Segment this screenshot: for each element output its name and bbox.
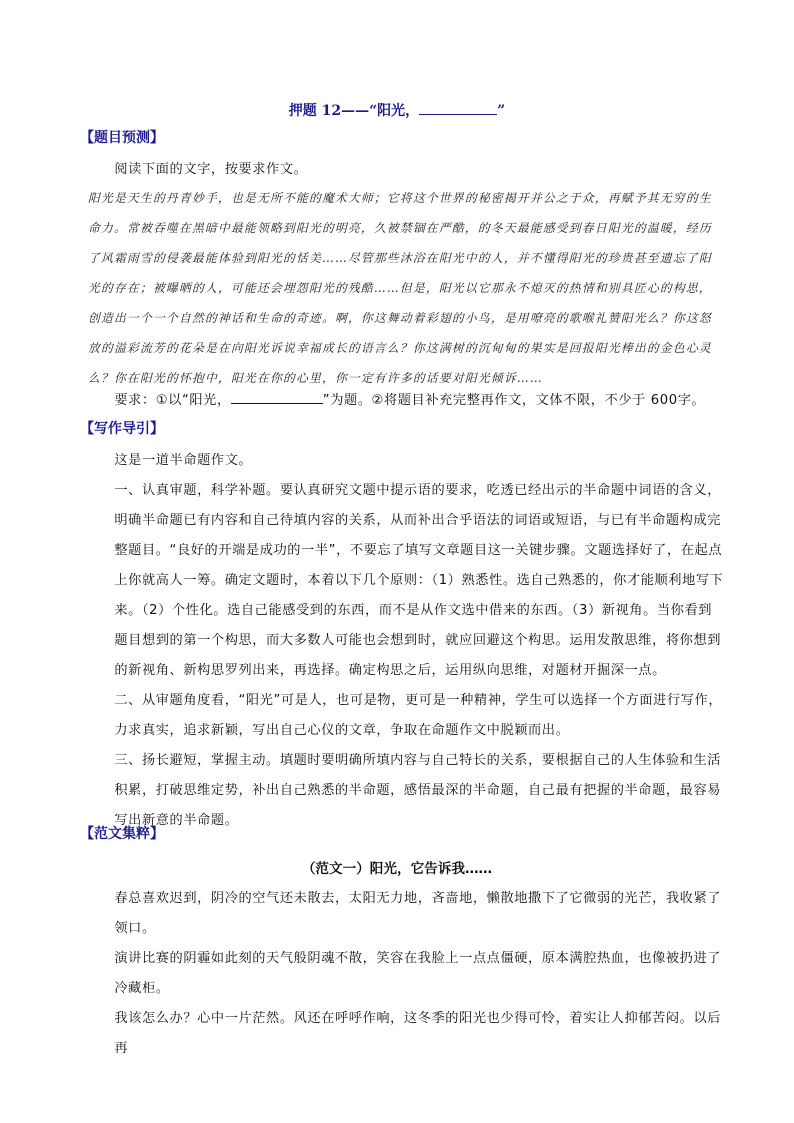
guide-para: 三、扬长避短，掌握主动。填题时要明确所填内容与自己特长的关系，要根据自己的人生体验和生活积累，打破思维定势，补出自己熟悉的半命题，感悟最深的半命题，自己最有把握的半命题，最容易写出新意的半命题。	[114, 753, 722, 828]
sample-para: 春总喜欢迟到，阴冷的空气还未散去，太阳无力地，吝啬地，懒散地撒下了它微弱的光芒，我收紧了领口。	[114, 891, 722, 936]
section-heading-guide: 【写作导引】	[80, 421, 164, 437]
sample-title: （范文一）阳光，它告诉我……	[301, 861, 493, 877]
prompt-passage: 阳光是天生的丹青妙手，也是无所不能的魔术大师；它将这个世界的秘密揭开并公之于众，再赋予其无穷的生命力。常被吞噬在黑暗中最能领略到阳光的明亮，久被禁锢在严酷，的冬天最能感受到春日阳光的温暖，经历了风霜雨雪的侵袭最能体验到阳光的恬美……尽管那些沐浴在阳光中的人，并不懂得阳光的珍贵甚至遗忘了阳光的存在；被曝晒的人，可能还会埋怨阳光的残酷……但是，阳光以它那永不熄灭的热情和别具匠心的构思，创造出一个一个自然的神话和生命的奇迹。啊，你这舞动着彩翅的小鸟，是用嘹亮的歌喉礼赞阳光么？你这怒放的溢彩流芳的花朵是在向阳光诉说幸福成长的语言么？你这满树的沉甸甸的果实是回报阳光棒出的金色心灵么？你在阳光的怀抱中，阳光在你的心里，你一定有许多的话要对阳光倾诉……	[88, 191, 712, 385]
title-blank	[419, 102, 497, 115]
sample-body	[88, 884, 724, 1064]
sample-para: 演讲比赛的阴霾如此刻的天气般阴魂不散，笑容在我脸上一点点僵硬，原本满腔热血，也像被扔进了冷藏柜。	[114, 951, 722, 996]
sample-para: 我该怎么办？心中一片茫然。风还在呼呼作响，这冬季的阳光也少得可怜，着实让人抑郁苦闷。以后再	[114, 1011, 722, 1056]
document-title	[0, 100, 794, 120]
intro-text: 阅读下面的文字，按要求作文。	[114, 162, 308, 177]
title-quote-open: “阳光，	[369, 103, 420, 119]
requirement-blank	[231, 391, 323, 404]
requirement-text: 要求：①以“阳光， ”为题。②将题目补充完整再作文，文体不限，不少于 600字。	[114, 393, 706, 408]
guide-para: 一、认真审题，科学补题。要认真研究文题中提示语的要求，吃透已经出示的半命题中词语的含义，明确半命题已有内容和自己待填内容的关系，从而补出合乎语法的词语或短语，与已有半命题构成完整题目。“良好的开端是成功的一半”，不要忘了填写文章题目这一关键步骤。文题选择好了，在起点上你就高人一筹。确定文题时，本着以下几个原则：（1）熟悉性。选自己熟悉的，你才能顺利地写下来。（2）个性化。选自己能感受到的东西，而不是从作文选中借来的东西。（3）新视角。当你看到题目想到的第一个构思，而大多数人可能也会想到时，就应回避这个构思。运用发散思维，将你想到的新视角、新构思罗列出来，再选择。确定构思之后，运用纵向思维，对题材开掘深一点。	[114, 483, 724, 678]
guide-para: 二、从审题角度看，“阳光”可是人，也可是物，更可是一种精神，学生可以选择一个方面进行写作，力求真实，追求新颖，写出自己心仪的文章，争取在命题作文中脱颖而出。	[114, 693, 723, 738]
title-prefix: 押题 12——	[288, 103, 370, 119]
section-heading-prediction: 【题目预测】	[80, 130, 164, 146]
guide-para: 这是一道半命题作文。	[114, 453, 253, 468]
section-heading-samples: 【范文集粹】	[80, 826, 164, 842]
title-quote-close: ”	[497, 103, 506, 119]
guide-body	[88, 446, 724, 836]
